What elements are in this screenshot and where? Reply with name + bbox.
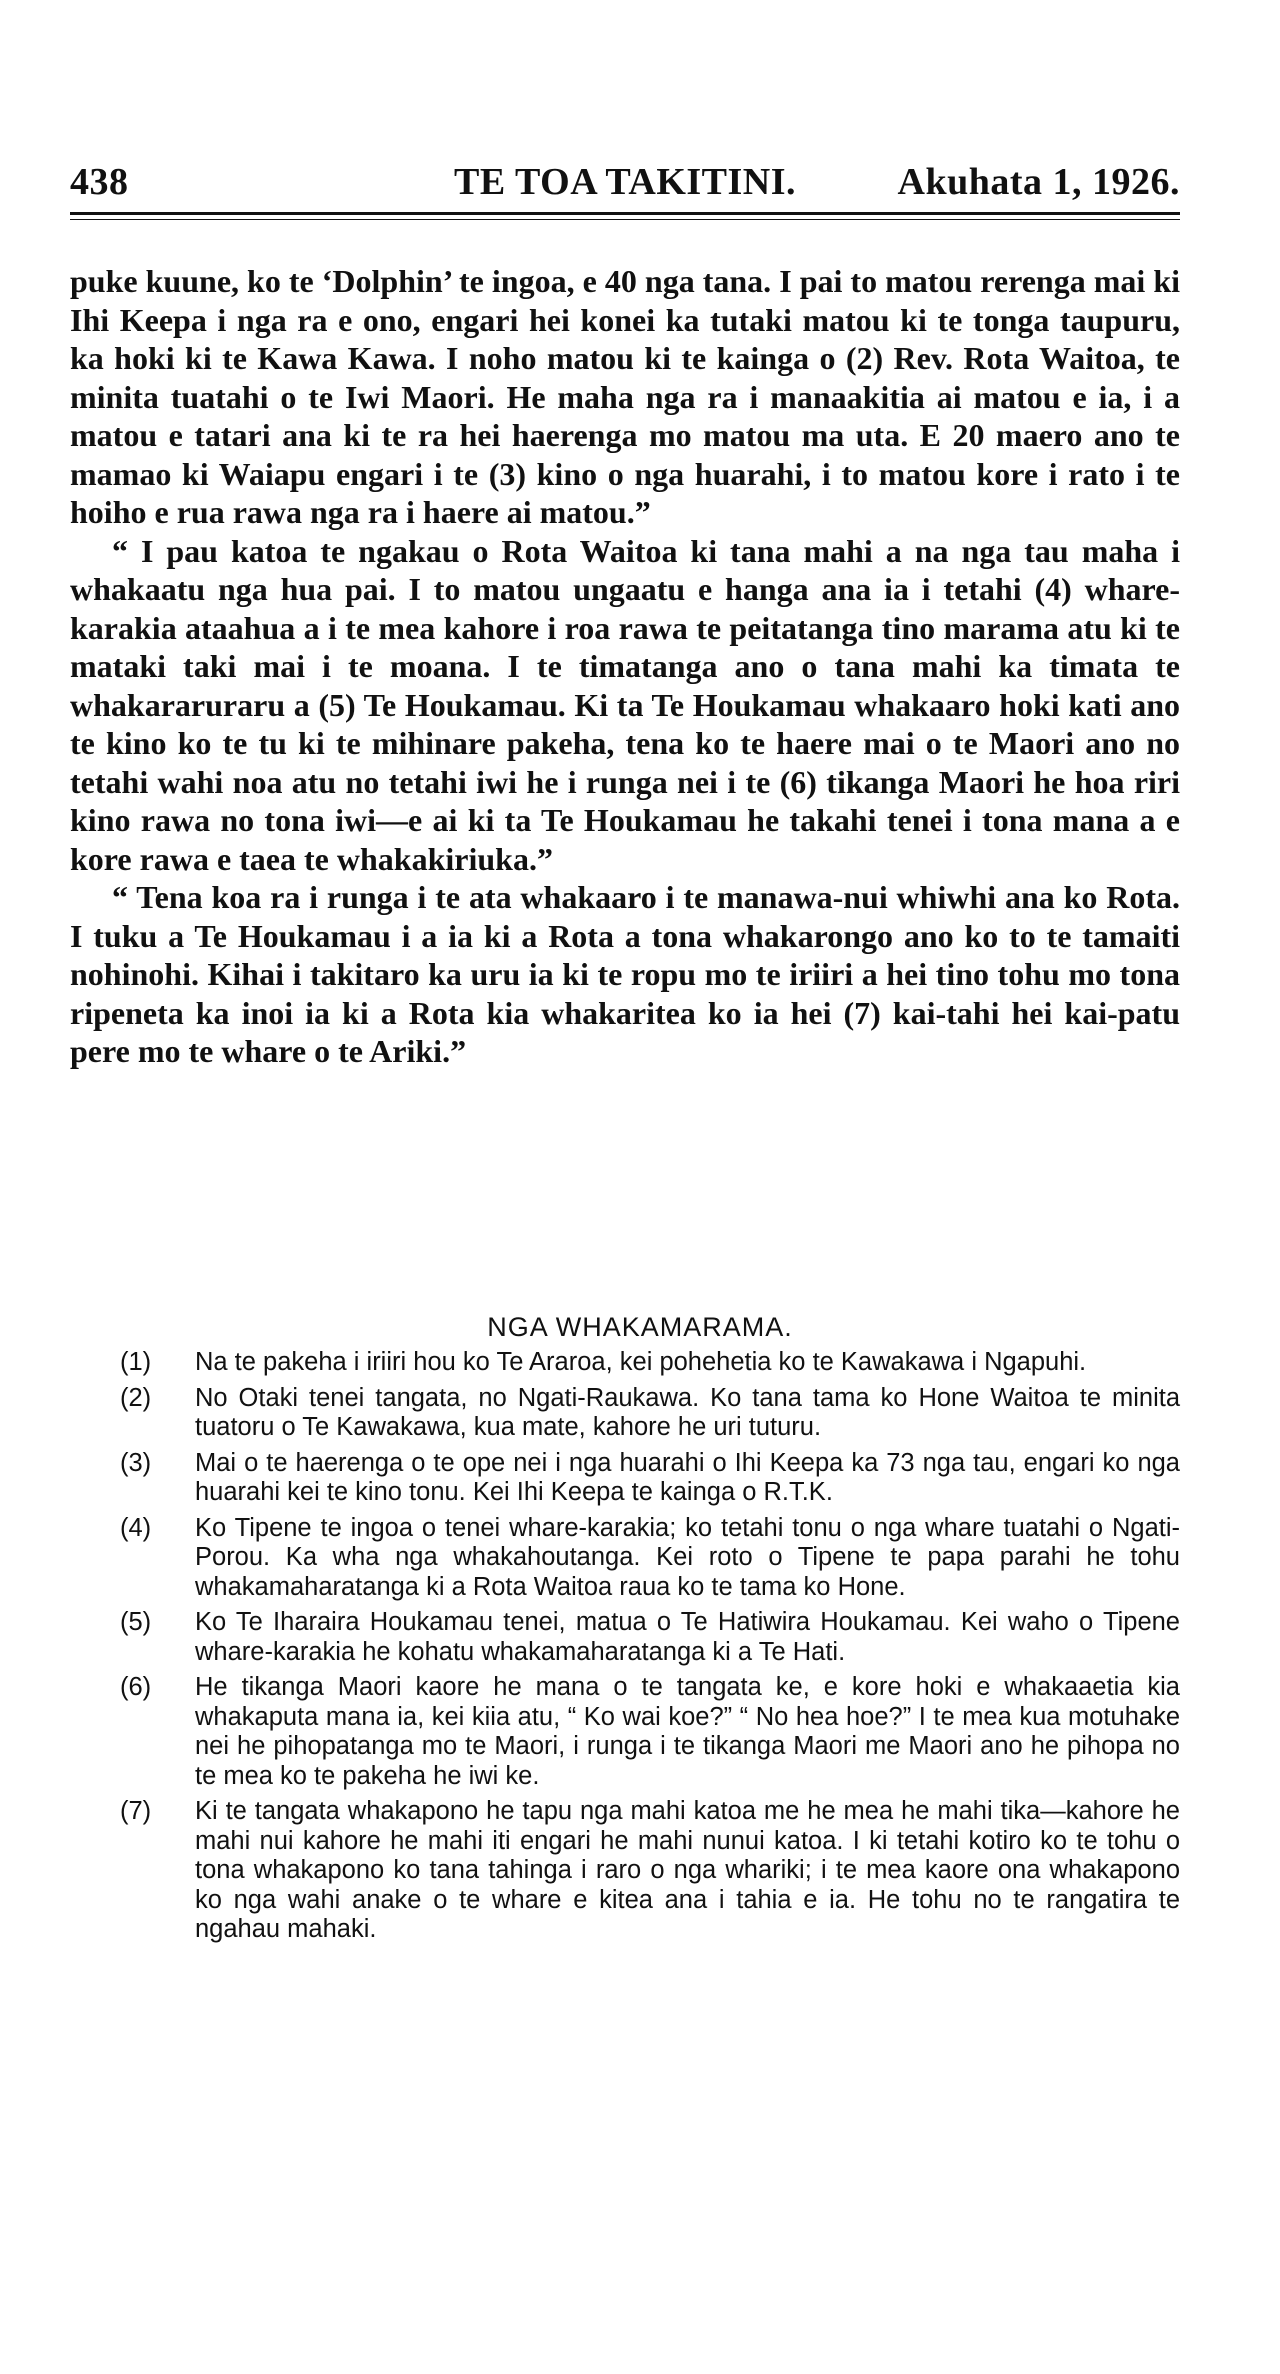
footnote-number: (7) — [120, 1797, 152, 1825]
footnote-number: (6) — [120, 1673, 152, 1701]
issue-date: Akuhata 1, 1926. — [897, 161, 1180, 203]
page-header — [70, 160, 1180, 210]
footnote-number: (4) — [120, 1513, 152, 1542]
footnote — [120, 1514, 1180, 1603]
footnote-text: No Otaki tenei tangata, no Ngati-Raukawa. Ko tana tama ko Hone Waitoa te minita tuatoru o Te Kawakawa, kua mate, kahore he uri tuturu. — [195, 1383, 1180, 1441]
footnote-text: Mai o te haerenga o te ope nei i nga huarahi o Ihi Keepa ka 73 nga tau, engari ko nga huarahi kei te kino tonu. Kei Ihi Keepa te kainga o R.T.K. — [195, 1448, 1180, 1506]
header-rule-thin — [70, 219, 1180, 220]
footnote — [120, 1673, 1180, 1791]
footnote-text: Ko Te Iharaira Houkamau tenei, matua o Te Hatiwira Houkamau. Kei waho o Tipene whare-karakia he kohatu whakamaharatanga ki a Te Hati. — [195, 1608, 1180, 1666]
footnote-number: (5) — [120, 1608, 152, 1636]
publication-title: TE TOA TAKITINI. — [453, 161, 797, 203]
footnote — [120, 1449, 1180, 1508]
header-rule-thick — [70, 212, 1180, 215]
footnote-text: Ko Tipene te ingoa o tenei whare-karakia; ko tetahi tonu o nga whare tuatahi o Ngati-Porou. Ka wha nga whakahoutanga. Kei roto o Tipene te papa parahi he tohu whakamaharatanga ki a Rota Waitoa raua ko te tama ko Hone. — [195, 1513, 1180, 1601]
footnote — [120, 1797, 1180, 1945]
footnote — [120, 1608, 1180, 1667]
footnote-number: (3) — [120, 1448, 152, 1477]
footnote-text: He tikanga Maori kaore he mana o te tangata ke, e kore hoki e whakaaetia kia whakaputa mana ia, kei kiia atu, “ Ko wai koe?” “ No hea hoe?” I te mea kua motuhake nei he pihopatanga mo te Maori, i runga i te tikanga Maori me Maori ano he pihopa no te mea ko te pakeha he iwi ke. — [195, 1673, 1180, 1790]
footnote — [120, 1384, 1180, 1443]
article-body — [70, 262, 1180, 1071]
paragraph: puke kuune, ko te ‘Dolphin’ te ingoa, e 40 nga tana. I pai to matou rerenga mai ki Ihi Keepa i nga ra e ono, engari hei konei ka tutaki matou ki te tonga taupuru, ka hoki ki te Kawa Kawa. I noho matou ki te kainga o (2) Rev. Rota Waitoa, te minita tuatahi o te Iwi Maori. He maha nga ra i manaakitia ai matou e ia, i a matou e tatari ana ki te ra hei haerenga mo matou ma uta. E 20 maero ano te mamao ki Waiapu engari i te (3) kino o nga huarahi, i to matou kore i rato i te hoiho e rua rawa nga ra i haere ai matou.” — [70, 263, 1180, 530]
footnote-number: (1) — [120, 1348, 152, 1376]
footnote-number: (2) — [120, 1383, 152, 1412]
footnotes-list — [120, 1348, 1180, 1951]
footnote-text: Ki te tangata whakapono he tapu nga mahi katoa me he mea he mahi tika—kahore he mahi nui kahore he mahi iti engari he mahi nunui katoa. I ki tetahi kotiro ko te tohu o tona whakapono ko tana tahinga i raro o nga whariki; i te mea kaore ona whakapono ko nga wahi anake o te whare e kitea ana i tahia e ia. He tohu no te rangatira te ngahau mahaki. — [195, 1797, 1180, 1943]
page-number: 438 — [70, 161, 129, 203]
notes-heading: NGA WHAKAMARAMA. — [487, 1312, 793, 1342]
footnote-text: Na te pakeha i iriiri hou ko Te Araroa, kei pohehetia ko te Kawakawa i Ngapuhi. — [195, 1348, 1087, 1376]
footnote — [120, 1348, 1180, 1378]
paragraph: “ Tena koa ra i runga i te ata whakaaro i te manawa-nui whiwhi ana ko Rota. I tuku a Te Houkamau i a ia ki a Rota a tona whakarongo ano ko to te tamaiti nohinohi. Kihai i takitaro ka uru ia ki te ropu mo te iriiri a hei tino tohu mo tona ripeneta ka inoi ia ki a Rota kia whakaritea ko ia hei (7) kai-tahi hei kai-patu pere mo te whare o te Ariki.” — [70, 879, 1180, 1069]
paragraph: “ I pau katoa te ngakau o Rota Waitoa ki tana mahi a na nga tau maha i whakaatu nga hua pai. I to matou ungaatu e hanga ana ia i tetahi (4) whare-karakia ataahua a i te mea kahore i roa rawa te peitatanga tino marama atu ki te mataki taki mai i te moana. I te timatanga ano o tana mahi ka timata te whakararuraru a (5) Te Houkamau. Ki ta Te Houkamau whakaaro hoki kati ano te kino ko te tu ki te mihinare pakeha, tena ko te haere mai o te Maori ano no tetahi wahi noa atu no tetahi iwi he i runga nei i te (6) tikanga Maori he hoa riri kino rawa no tona iwi—e ai ki ta Te Houkamau he takahi tenei i tona mana a e kore rawa e taea te whakakiriuka.” — [70, 532, 1180, 877]
